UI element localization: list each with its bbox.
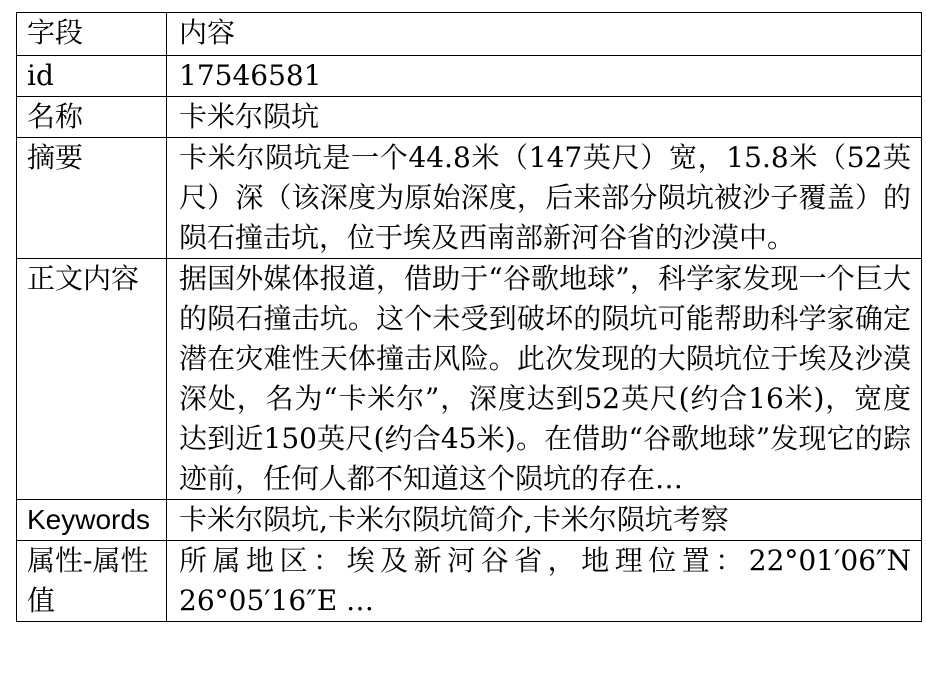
content-column-header: 内容	[167, 13, 922, 56]
table-row-id	[17, 56, 922, 97]
table-row-body	[17, 259, 922, 500]
field-value-attributes: 所属地区：埃及新河谷省，地理位置：22°01′06″N 26°05′16″E …	[167, 541, 922, 622]
field-label-id: id	[17, 56, 167, 97]
table-row-abstract	[17, 138, 922, 259]
field-value-keywords: 卡米尔陨坑,卡米尔陨坑简介,卡米尔陨坑考察	[167, 500, 922, 541]
table-header-row	[17, 13, 922, 56]
field-value-body: 据国外媒体报道，借助于“谷歌地球”，科学家发现一个巨大的陨石撞击坑。这个未受到破坏的陨坑可能帮助科学家确定潜在灾难性天体撞击风险。此次发现的大陨坑位于埃及沙漠深处，名为“卡米尔”，深度达到52英尺(约合16米)，宽度达到近150英尺(约合45米)。在借助“谷歌地球”发现它的踪迹前，任何人都不知道这个陨坑的存在…	[167, 259, 922, 500]
table-row-keywords	[17, 500, 922, 541]
field-value-name: 卡米尔陨坑	[167, 97, 922, 138]
field-label-body: 正文内容	[17, 259, 167, 500]
field-label-name: 名称	[17, 97, 167, 138]
field-value-id: 17546581	[167, 56, 922, 97]
field-label-keywords: Keywords	[17, 500, 167, 541]
table-row-name	[17, 97, 922, 138]
table-row-attributes	[17, 541, 922, 622]
field-column-header: 字段	[17, 13, 167, 56]
record-table	[16, 12, 922, 622]
field-label-abstract: 摘要	[17, 138, 167, 259]
field-value-abstract: 卡米尔陨坑是一个44.8米（147英尺）宽，15.8米（52英尺）深（该深度为原始深度，后来部分陨坑被沙子覆盖）的陨石撞击坑，位于埃及西南部新河谷省的沙漠中。	[167, 138, 922, 259]
field-label-attributes: 属性-属性值	[17, 541, 167, 622]
